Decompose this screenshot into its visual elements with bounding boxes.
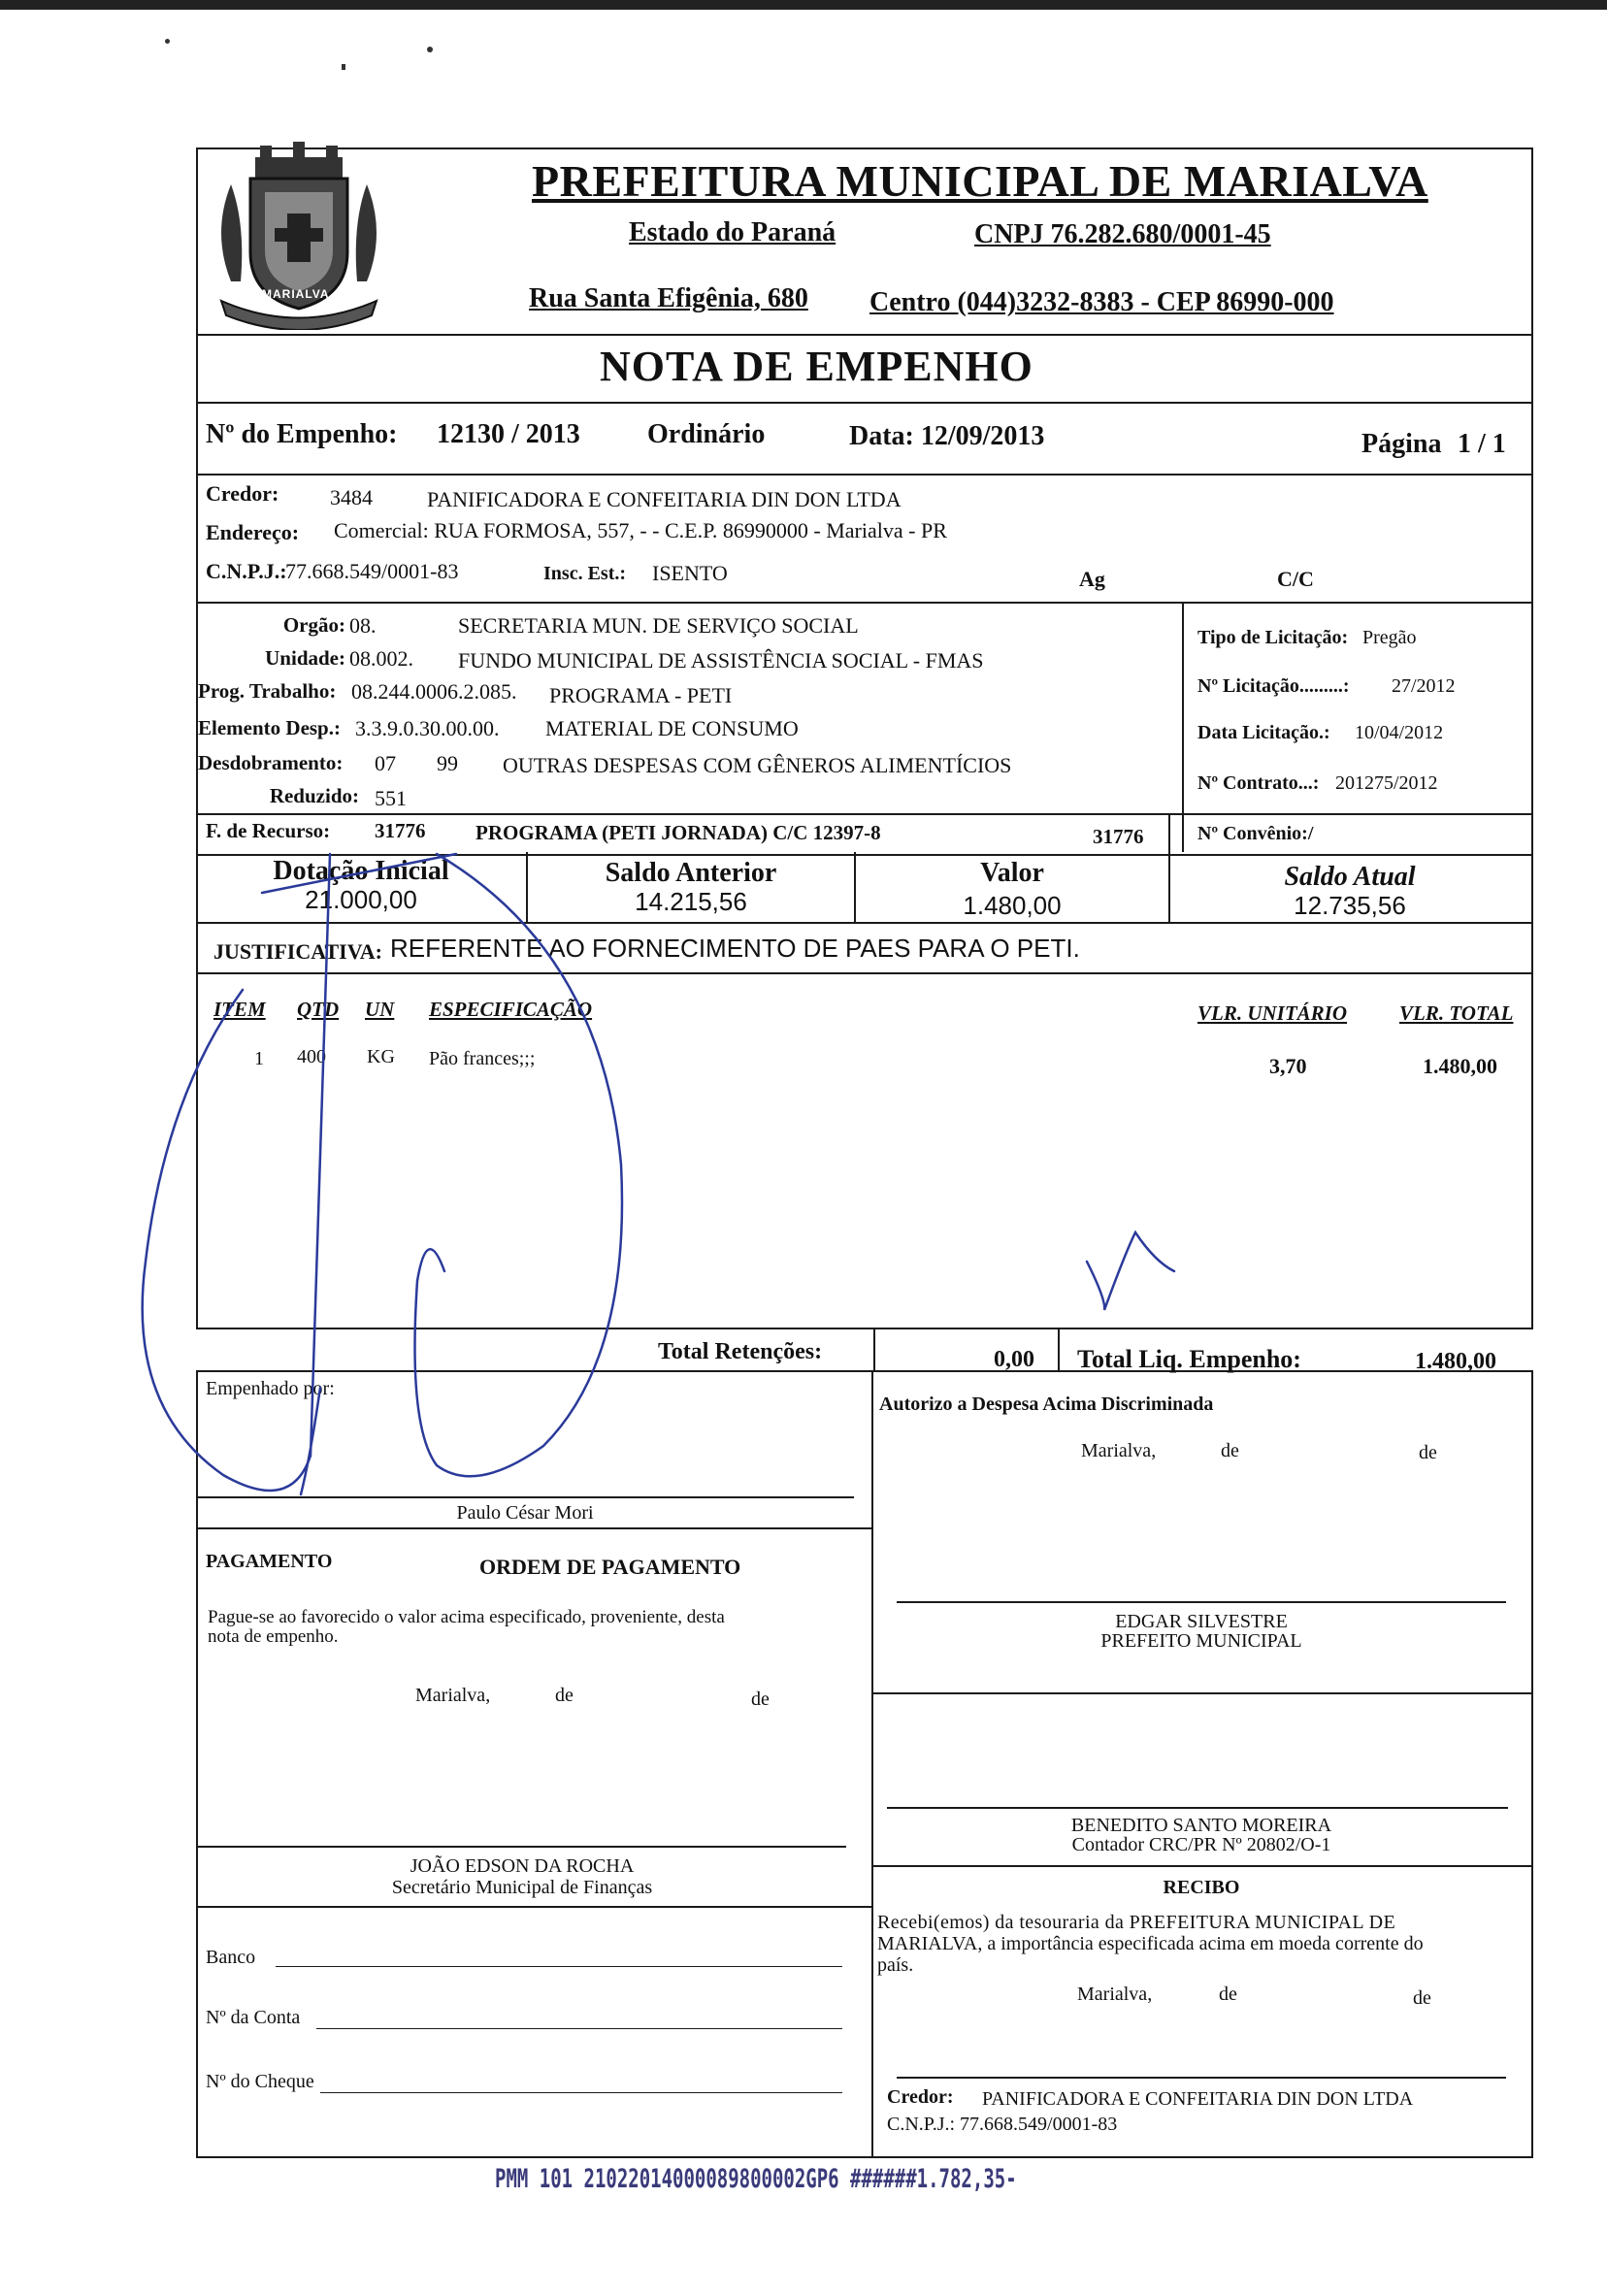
row-item: 1	[254, 1048, 264, 1069]
prefeito-name: EDGAR SILVESTRE	[1115, 1611, 1288, 1632]
liq-value: 1.480,00	[1415, 1349, 1496, 1374]
unidade-label: Unidade:	[265, 646, 345, 670]
contador-role: Contador CRC/PR Nº 20802/O-1	[1071, 1834, 1331, 1855]
items-box	[196, 972, 1533, 1329]
recibo-title: RECIBO	[1163, 1877, 1240, 1898]
elem-label: Elemento Desp.:	[198, 716, 341, 739]
justificativa-text: REFERENTE AO FORNECIMENTO DE PAES PARA O PETI.	[390, 934, 1080, 963]
justificativa-label: JUSTIFICATIVA:	[213, 939, 383, 964]
desd-label: Desdobramento:	[198, 751, 344, 774]
col-header-un: UN	[365, 998, 395, 1021]
licitacao-num-label: Nº Licitação.........:	[1197, 675, 1350, 697]
autorizo-de-2: de	[1419, 1442, 1437, 1463]
empenho-date: Data: 12/09/2013	[849, 421, 1045, 451]
crest-banner-text: MARIALVA	[262, 287, 330, 301]
recibo-credor-name: PANIFICADORA E CONFEITARIA DIN DON LTDA	[982, 2088, 1414, 2110]
row-total: 1.480,00	[1423, 1054, 1497, 1078]
address-header: Rua Santa Efigênia, 680	[529, 283, 808, 313]
recibo-de-1: de	[1219, 1984, 1237, 2005]
page-title: PREFEITURA MUNICIPAL DE MARIALVA	[532, 156, 1428, 206]
saldo-anterior-value: 14.215,56	[635, 887, 747, 916]
saldo-anterior-label: Saldo Anterior	[605, 858, 777, 888]
row-spec: Pão frances;;;	[429, 1048, 536, 1069]
licitacao-tipo-label: Tipo de Licitação:	[1197, 627, 1349, 648]
desd-desc: OUTRAS DESPESAS COM GÊNEROS ALIMENTÍCIOS	[503, 753, 1012, 777]
recibo-line-3: país.	[877, 1954, 914, 1976]
pagamento-place: Marialva,	[415, 1685, 491, 1706]
conta-label: Nº da Conta	[206, 2007, 301, 2028]
cnpj-label: C.N.P.J.:	[206, 559, 287, 583]
col-header-spec: ESPECIFICAÇÃO	[429, 998, 593, 1021]
dotacao-value: 21.000,00	[305, 885, 417, 914]
banco-field[interactable]	[276, 1966, 842, 1967]
empenho-number: 12130 / 2013	[437, 419, 580, 449]
empenho-type: Ordinário	[647, 419, 766, 449]
pagamento-text-2: nota de empenho.	[208, 1626, 339, 1647]
reduzido-label: Reduzido:	[269, 784, 359, 807]
empenhado-name: Paulo César Mori	[456, 1502, 594, 1524]
recibo-credor-label: Credor:	[887, 2086, 954, 2108]
cnpj-header: CNPJ 76.282.680/0001-45	[974, 219, 1271, 249]
prefeito-role: PREFEITO MUNICIPAL	[1100, 1630, 1302, 1652]
retencoes-label: Total Retenções:	[658, 1339, 823, 1364]
contact-header: Centro (044)3232-8383 - CEP 86990-000	[869, 287, 1334, 317]
licitacao-data-label: Data Licitação.:	[1197, 722, 1330, 743]
footer-stamp: PMM 101 21022014000089800002GP6 ######1.782,35-	[495, 2164, 1017, 2194]
autorizo-text: Autorizo a Despesa Acima Discriminada	[879, 1394, 1214, 1415]
address-label: Endereço:	[206, 520, 300, 544]
orgao-code: 08.	[349, 613, 377, 638]
empenhado-label: Empenhado por:	[206, 1378, 335, 1399]
prog-label: Prog. Trabalho:	[198, 679, 337, 703]
orgao-desc: SECRETARIA MUN. DE SERVIÇO SOCIAL	[458, 613, 859, 638]
conta-field[interactable]	[316, 2028, 842, 2029]
orgao-label: Orgão:	[282, 613, 345, 637]
recurso-code2: 31776	[1093, 825, 1144, 848]
state-name: Estado do Paraná	[629, 217, 836, 247]
document-title: NOTA DE EMPENHO	[600, 343, 1033, 390]
ordem-pagamento: ORDEM DE PAGAMENTO	[479, 1555, 741, 1579]
contrato-label: Nº Contrato...:	[1197, 772, 1320, 794]
credor-label: Credor:	[206, 481, 279, 506]
licitacao-num: 27/2012	[1392, 675, 1456, 697]
valor-value: 1.480,00	[963, 891, 1062, 920]
pagamento-de-1: de	[555, 1685, 574, 1706]
reduzido-value: 551	[375, 786, 407, 810]
recibo-line-2: MARIALVA, a importância especificada acima em moeda corrente do	[877, 1933, 1424, 1954]
row-un: KG	[367, 1046, 395, 1067]
contador-name: BENEDITO SANTO MOREIRA	[1070, 1815, 1332, 1836]
secretario-role: Secretário Municipal de Finanças	[391, 1877, 653, 1898]
licitacao-data: 10/04/2012	[1355, 722, 1444, 743]
elem-code: 3.3.9.0.30.00.00.	[355, 716, 500, 740]
liq-label: Total Liq. Empenho:	[1077, 1345, 1301, 1373]
dotacao-label: Dotação Inicial	[273, 856, 449, 886]
col-header-qtd: QTD	[297, 998, 340, 1021]
prog-code: 08.244.0006.2.085.	[351, 679, 517, 704]
scan-speck	[342, 64, 345, 70]
cc-label: C/C	[1277, 567, 1314, 591]
saldo-atual-label: Saldo Atual	[1284, 862, 1416, 892]
insc-value: ISENTO	[652, 561, 728, 585]
unidade-code: 08.002.	[349, 646, 413, 671]
recibo-line-1: Recebi(emos) da tesouraria da PREFEITURA MUNICIPAL DE	[877, 1912, 1396, 1933]
desd-code2: 99	[437, 751, 458, 775]
autorizo-place: Marialva,	[1081, 1440, 1157, 1461]
contrato-value: 201275/2012	[1335, 772, 1438, 794]
recibo-de-2: de	[1413, 1987, 1431, 2009]
pagamento-text-1: Pague-se ao favorecido o valor acima especificado, proveniente, desta	[208, 1607, 725, 1627]
recurso-label: F. de Recurso:	[206, 819, 331, 842]
page-number: 1 / 1	[1458, 429, 1506, 459]
cheque-field[interactable]	[320, 2092, 842, 2093]
scan-speck	[427, 47, 433, 52]
elem-desc: MATERIAL DE CONSUMO	[545, 716, 799, 740]
secretario-name: JOÃO EDSON DA ROCHA	[410, 1855, 635, 1877]
municipal-crest	[202, 136, 396, 330]
convenio-label: Nº Convênio:/	[1197, 823, 1314, 844]
recurso-code: 31776	[375, 819, 426, 842]
scan-speck	[165, 39, 170, 44]
insc-label: Insc. Est.:	[543, 563, 627, 584]
pagamento-label: PAGAMENTO	[206, 1551, 333, 1572]
autorizo-de-1: de	[1221, 1440, 1239, 1461]
ag-label: Ag	[1079, 567, 1105, 591]
signature-box	[196, 1370, 1533, 2158]
saldo-atual-value: 12.735,56	[1294, 891, 1406, 920]
page-label: Página	[1361, 429, 1442, 459]
banco-label: Banco	[206, 1947, 256, 1968]
col-header-item: ITEM	[213, 998, 266, 1021]
col-header-unit: VLR. UNITÁRIO	[1197, 1001, 1348, 1025]
recibo-cnpj: C.N.P.J.: 77.668.549/0001-83	[887, 2114, 1118, 2135]
row-qtd: 400	[297, 1046, 326, 1067]
retencoes-value: 0,00	[994, 1347, 1034, 1372]
recibo-place: Marialva,	[1077, 1984, 1153, 2005]
credor-address: Comercial: RUA FORMOSA, 557, - - C.E.P. 86990000 - Marialva - PR	[334, 518, 947, 542]
credor-cnpj: 77.668.549/0001-83	[285, 559, 459, 583]
prog-desc: PROGRAMA - PETI	[549, 683, 733, 707]
cheque-label: Nº do Cheque	[206, 2071, 314, 2092]
scan-top-edge	[0, 0, 1607, 10]
unidade-desc: FUNDO MUNICIPAL DE ASSISTÊNCIA SOCIAL - FMAS	[458, 648, 984, 672]
credor-code: 3484	[330, 485, 373, 509]
licitacao-tipo: Pregão	[1362, 627, 1417, 648]
desd-code1: 07	[375, 751, 396, 775]
pagamento-de-2: de	[751, 1689, 770, 1710]
valor-label: Valor	[980, 858, 1044, 888]
recurso-desc: PROGRAMA (PETI JORNADA) C/C 12397-8	[476, 821, 881, 844]
credor-name: PANIFICADORA E CONFEITARIA DIN DON LTDA	[427, 487, 902, 511]
row-unit: 3,70	[1269, 1054, 1307, 1078]
empenho-label: Nº do Empenho:	[206, 419, 398, 449]
col-header-total: VLR. TOTAL	[1399, 1001, 1514, 1025]
